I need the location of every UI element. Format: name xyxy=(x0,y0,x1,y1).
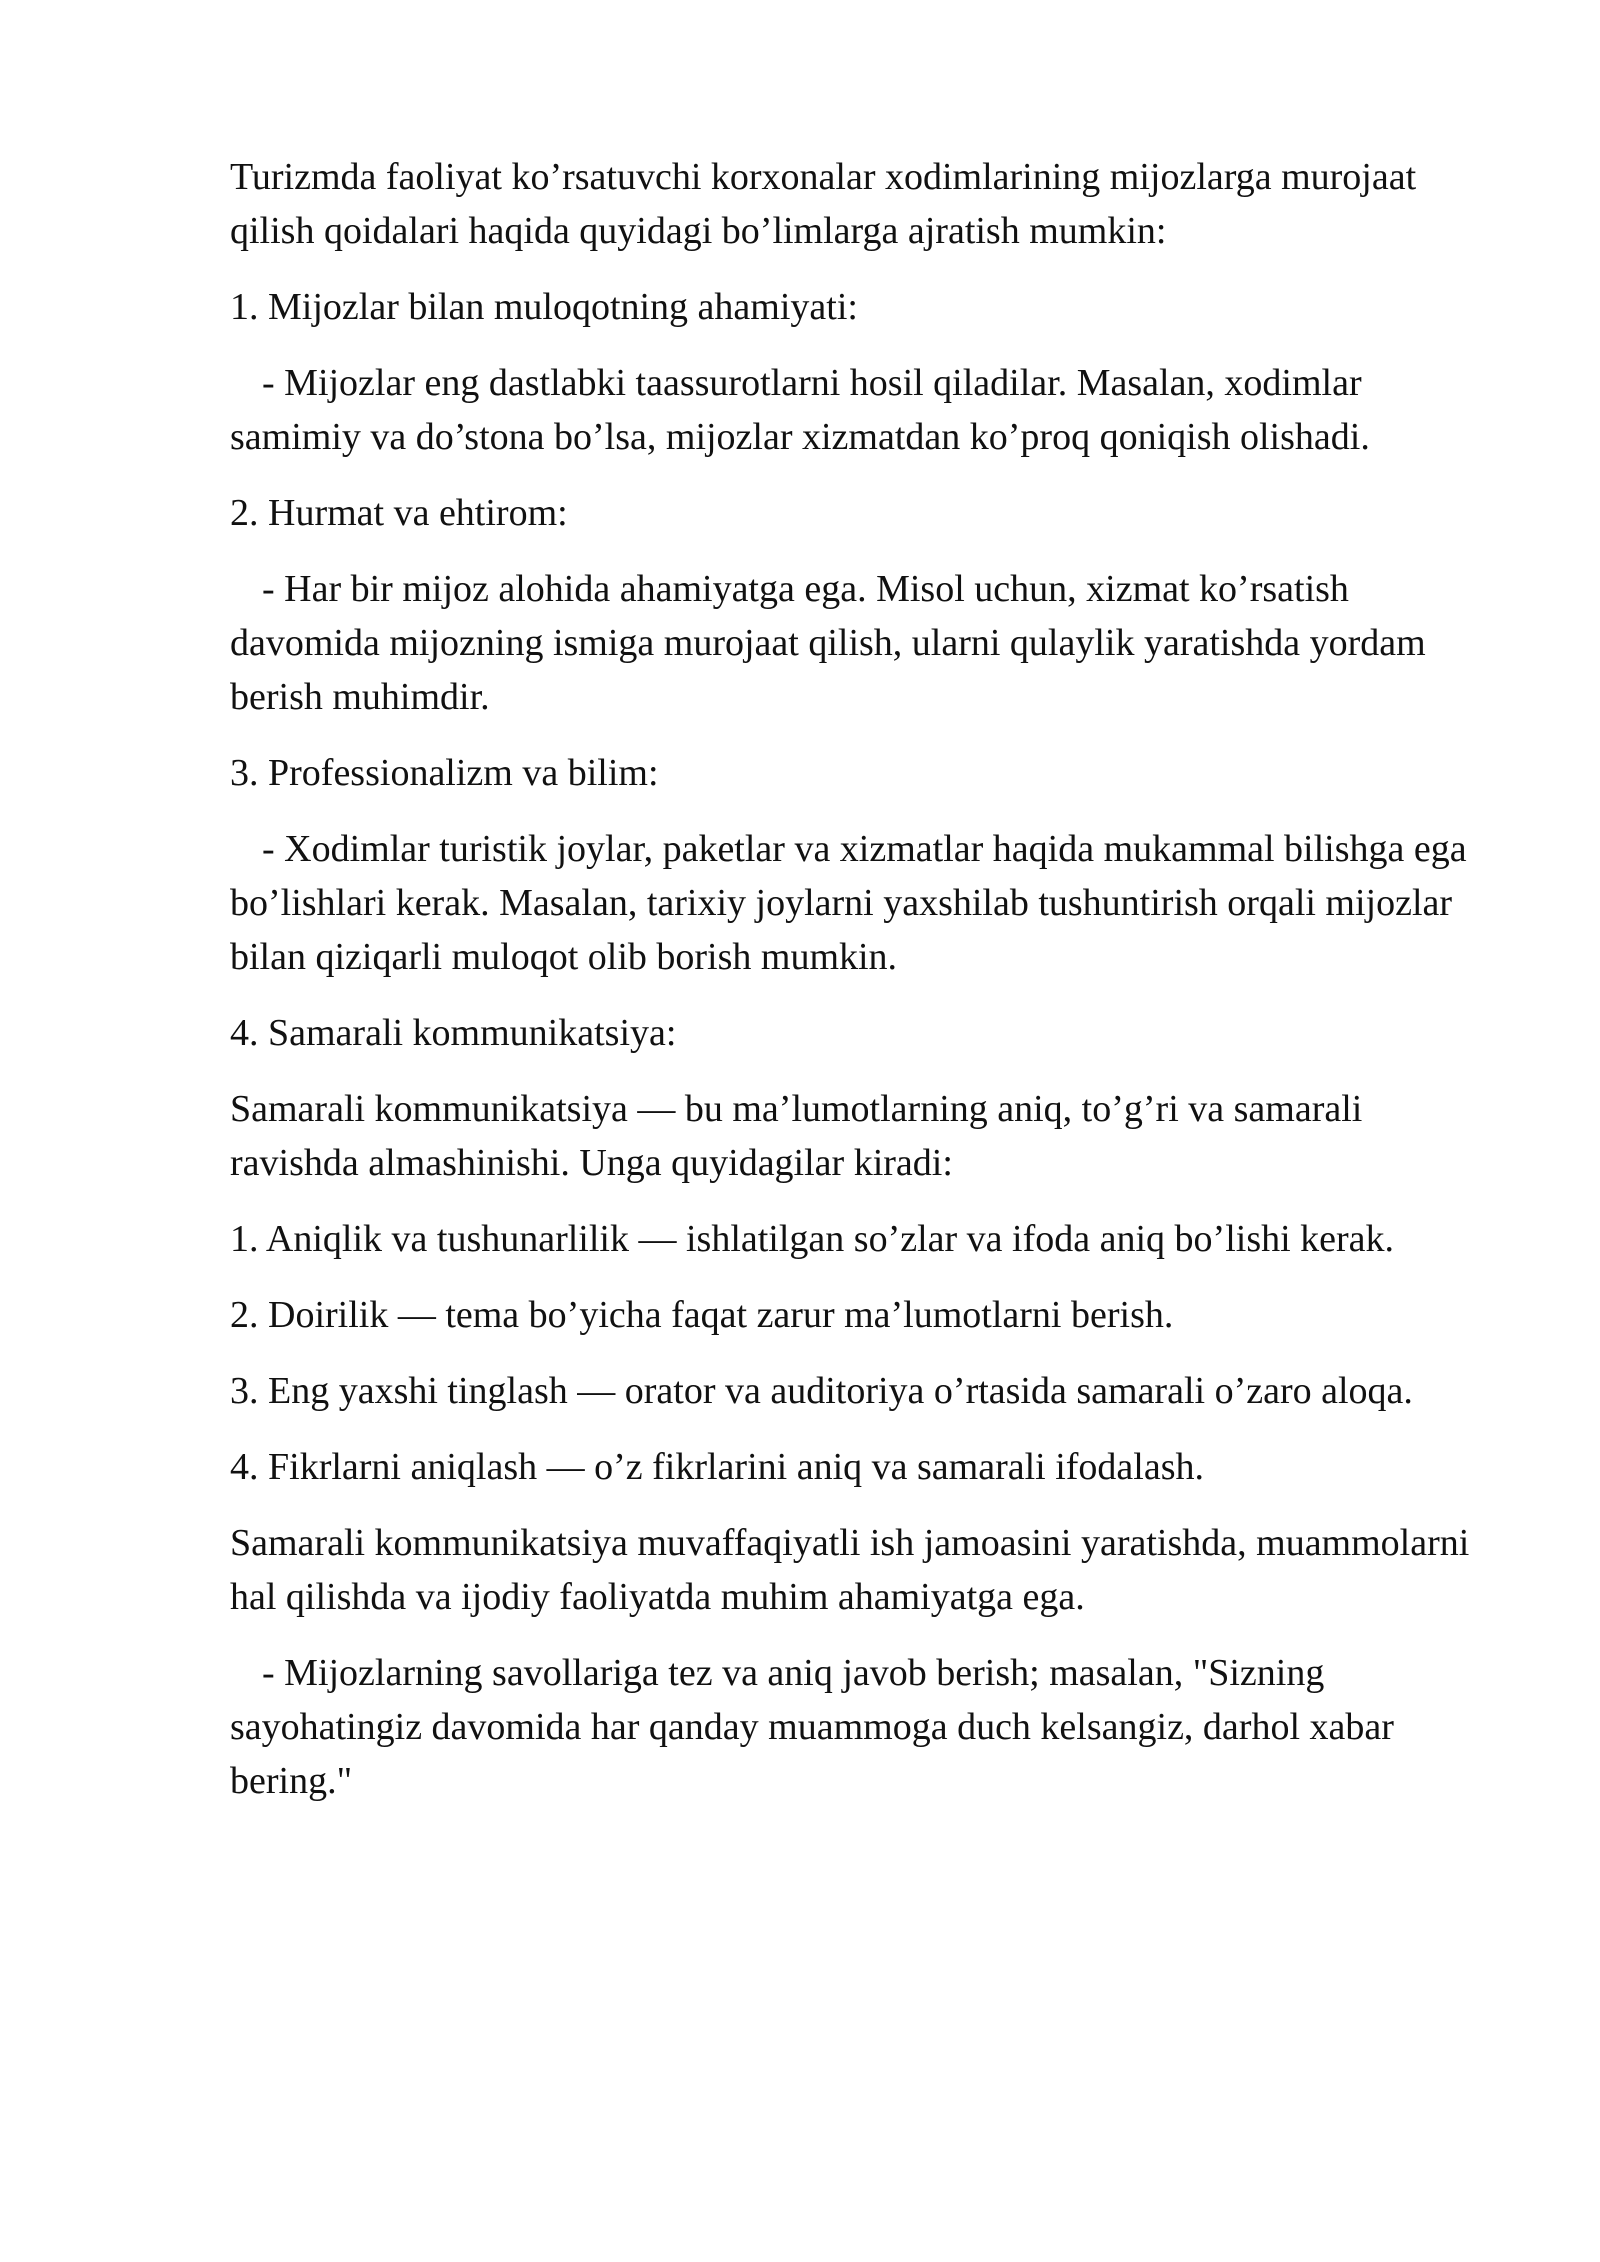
communication-summary: Samarali kommunikatsiya muvaffaqiyatli ish jamoasini yaratishda, muammolarni hal qilishda va ijodiy faoliyatda muhim ahamiyatga ega. xyxy=(230,1522,1470,1618)
list-item-clarity: 1. Aniqlik va tushunarlilik — ishlatilgan so’zlar va ifoda aniq bo’lishi kerak. xyxy=(230,1218,1395,1260)
section-heading-1: 1. Mijozlar bilan muloqotning ahamiyati: xyxy=(230,286,858,328)
section-heading-3: 3. Professionalizm va bilim: xyxy=(230,752,659,794)
closing-paragraph: - Mijozlarning savollariga tez va aniq javob berish; masalan, "Sizning sayohatingiz davomida har qanday muammoga duch kelsangiz, darhol xabar bering." xyxy=(230,1652,1394,1802)
section-body-2: - Har bir mijoz alohida ahamiyatga ega. Misol uchun, xizmat ko’rsatish davomida mijozning ismiga murojaat qilish, ularni qulaylik yaratishda yordam berish muhimdir. xyxy=(230,568,1426,718)
list-item-relevance: 2. Doirilik — tema bo’yicha faqat zarur ma’lumotlarni berish. xyxy=(230,1294,1174,1336)
document-body xyxy=(230,150,1480,1830)
section-heading-4: 4. Samarali kommunikatsiya: xyxy=(230,1012,677,1054)
section-heading-2: 2. Hurmat va ehtirom: xyxy=(230,492,568,534)
intro-paragraph: Turizmda faoliyat ko’rsatuvchi korxonalar xodimlarining mijozlarga murojaat qilish qoidalari haqida quyidagi bo’limlarga ajratish mumkin: xyxy=(230,156,1417,252)
communication-definition: Samarali kommunikatsiya — bu ma’lumotlarning aniq, to’g’ri va samarali ravishda almashinishi. Unga quyidagilar kiradi: xyxy=(230,1088,1363,1184)
section-body-3: - Xodimlar turistik joylar, paketlar va xizmatlar haqida mukammal bilishga ega bo’lishlari kerak. Masalan, tarixiy joylarni yaxshilab tushuntirish orqali mijozlar bilan qiziqarli muloqot olib borish mumkin. xyxy=(230,828,1467,978)
list-item-listening: 3. Eng yaxshi tinglash — orator va auditoriya o’rtasida samarali o’zaro aloqa. xyxy=(230,1370,1413,1412)
list-item-expression: 4. Fikrlarni aniqlash — o’z fikrlarini aniq va samarali ifodalash. xyxy=(230,1446,1204,1488)
section-body-1: - Mijozlar eng dastlabki taassurotlarni hosil qiladilar. Masalan, xodimlar samimiy va do’stona bo’lsa, mijozlar xizmatdan ko’proq qoniqish olishadi. xyxy=(230,362,1370,458)
